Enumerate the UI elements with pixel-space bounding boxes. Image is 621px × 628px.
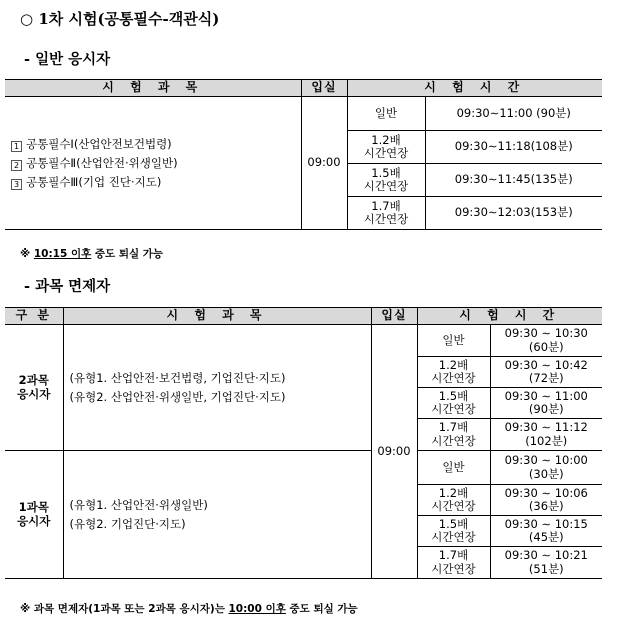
time-cell: 09:30 ∼ 10:00 (30분) — [490, 451, 602, 485]
header-subject: 시 험 과 목 — [63, 308, 371, 325]
header-entry: 입실 — [371, 308, 417, 325]
general-note: ※ 10:15 이후 중도 퇴실 가능 — [20, 248, 164, 260]
subject-item: 2 공통필수Ⅱ(산업안전·위생일반) — [11, 154, 299, 173]
header-entry: 입실 — [301, 80, 347, 97]
time-cell: 09:30 ∼ 10:42 (72분) — [490, 357, 602, 388]
table-row — [5, 97, 602, 131]
type-cell: 1.5배 시간연장 — [347, 164, 425, 197]
entry-time-cell: 09:00 — [301, 97, 347, 230]
table-header-row — [5, 308, 602, 325]
time-cell: 09:30 ∼ 10:21 (51분) — [490, 547, 602, 579]
time-cell: 09:30 ∼ 10:30 (60분) — [490, 325, 602, 357]
exempt-title: - 과목 면제자 — [24, 278, 111, 295]
header-category: 구 분 — [5, 308, 63, 325]
type-cell: 1.5배 시간연장 — [417, 388, 490, 419]
section-heading — [20, 8, 219, 29]
table-row — [5, 451, 602, 485]
time-cell: 09:30∼11:18(108분) — [425, 131, 602, 164]
subject-item: 3 공통필수Ⅲ(기업 진단·지도) — [11, 173, 299, 192]
table-row — [5, 325, 602, 357]
time-cell: 09:30 ∼ 10:06 (36분) — [490, 485, 602, 516]
header-time: 시 험 시 간 — [347, 80, 602, 97]
group-subject-cell: (유형1. 산업안전·위생일반) (유형2. 기업진단·지도) — [63, 451, 371, 579]
type-cell: 1.5배 시간연장 — [417, 516, 490, 547]
type-cell: 일반 — [417, 325, 490, 357]
time-cell: 09:30 ∼ 11:00 (90분) — [490, 388, 602, 419]
type-cell: 1.7배 시간연장 — [417, 419, 490, 451]
number-box-icon: 2 — [11, 160, 22, 171]
type-cell: 일반 — [417, 451, 490, 485]
number-box-icon: 1 — [11, 141, 22, 152]
circle-bullet-icon: ○ — [20, 10, 34, 28]
section-heading-text: 1차 시험(공통필수-객관식) — [38, 10, 220, 28]
type-cell: 1.2배 시간연장 — [347, 131, 425, 164]
subject-list-cell — [5, 97, 301, 230]
type-cell: 1.7배 시간연장 — [347, 197, 425, 230]
time-cell: 09:30 ∼ 10:15 (45분) — [490, 516, 602, 547]
type-cell: 1.2배 시간연장 — [417, 485, 490, 516]
general-schedule-table — [5, 79, 602, 230]
time-cell: 09:30∼11:45(135분) — [425, 164, 602, 197]
general-title: - 일반 응시자 — [24, 51, 111, 68]
type-cell: 일반 — [347, 97, 425, 131]
time-cell: 09:30∼12:03(153분) — [425, 197, 602, 230]
header-time: 시 험 시 간 — [417, 308, 602, 325]
subject-item: 1 공통필수Ⅰ(산업안전보건법령) — [11, 135, 299, 154]
header-subject: 시 험 과 목 — [5, 80, 301, 97]
exempt-schedule-table — [5, 307, 602, 579]
group-label-cell: 1과목 응시자 — [5, 451, 63, 579]
number-box-icon: 3 — [11, 179, 22, 190]
time-cell: 09:30∼11:00 (90분) — [425, 97, 602, 131]
group-subject-cell: (유형1. 산업안전·보건법령, 기업진단·지도) (유형2. 산업안전·위생일반, 기업진단·지도) — [63, 325, 371, 451]
entry-time-cell: 09:00 — [371, 325, 417, 579]
type-cell: 1.7배 시간연장 — [417, 547, 490, 579]
exempt-note: ※ 과목 면제자(1과목 또는 2과목 응시자)는 10:00 이후 중도 퇴실 가능 — [20, 603, 358, 615]
group-label-cell: 2과목 응시자 — [5, 325, 63, 451]
time-cell: 09:30 ∼ 11:12 (102분) — [490, 419, 602, 451]
type-cell: 1.2배 시간연장 — [417, 357, 490, 388]
table-header-row — [5, 80, 602, 97]
